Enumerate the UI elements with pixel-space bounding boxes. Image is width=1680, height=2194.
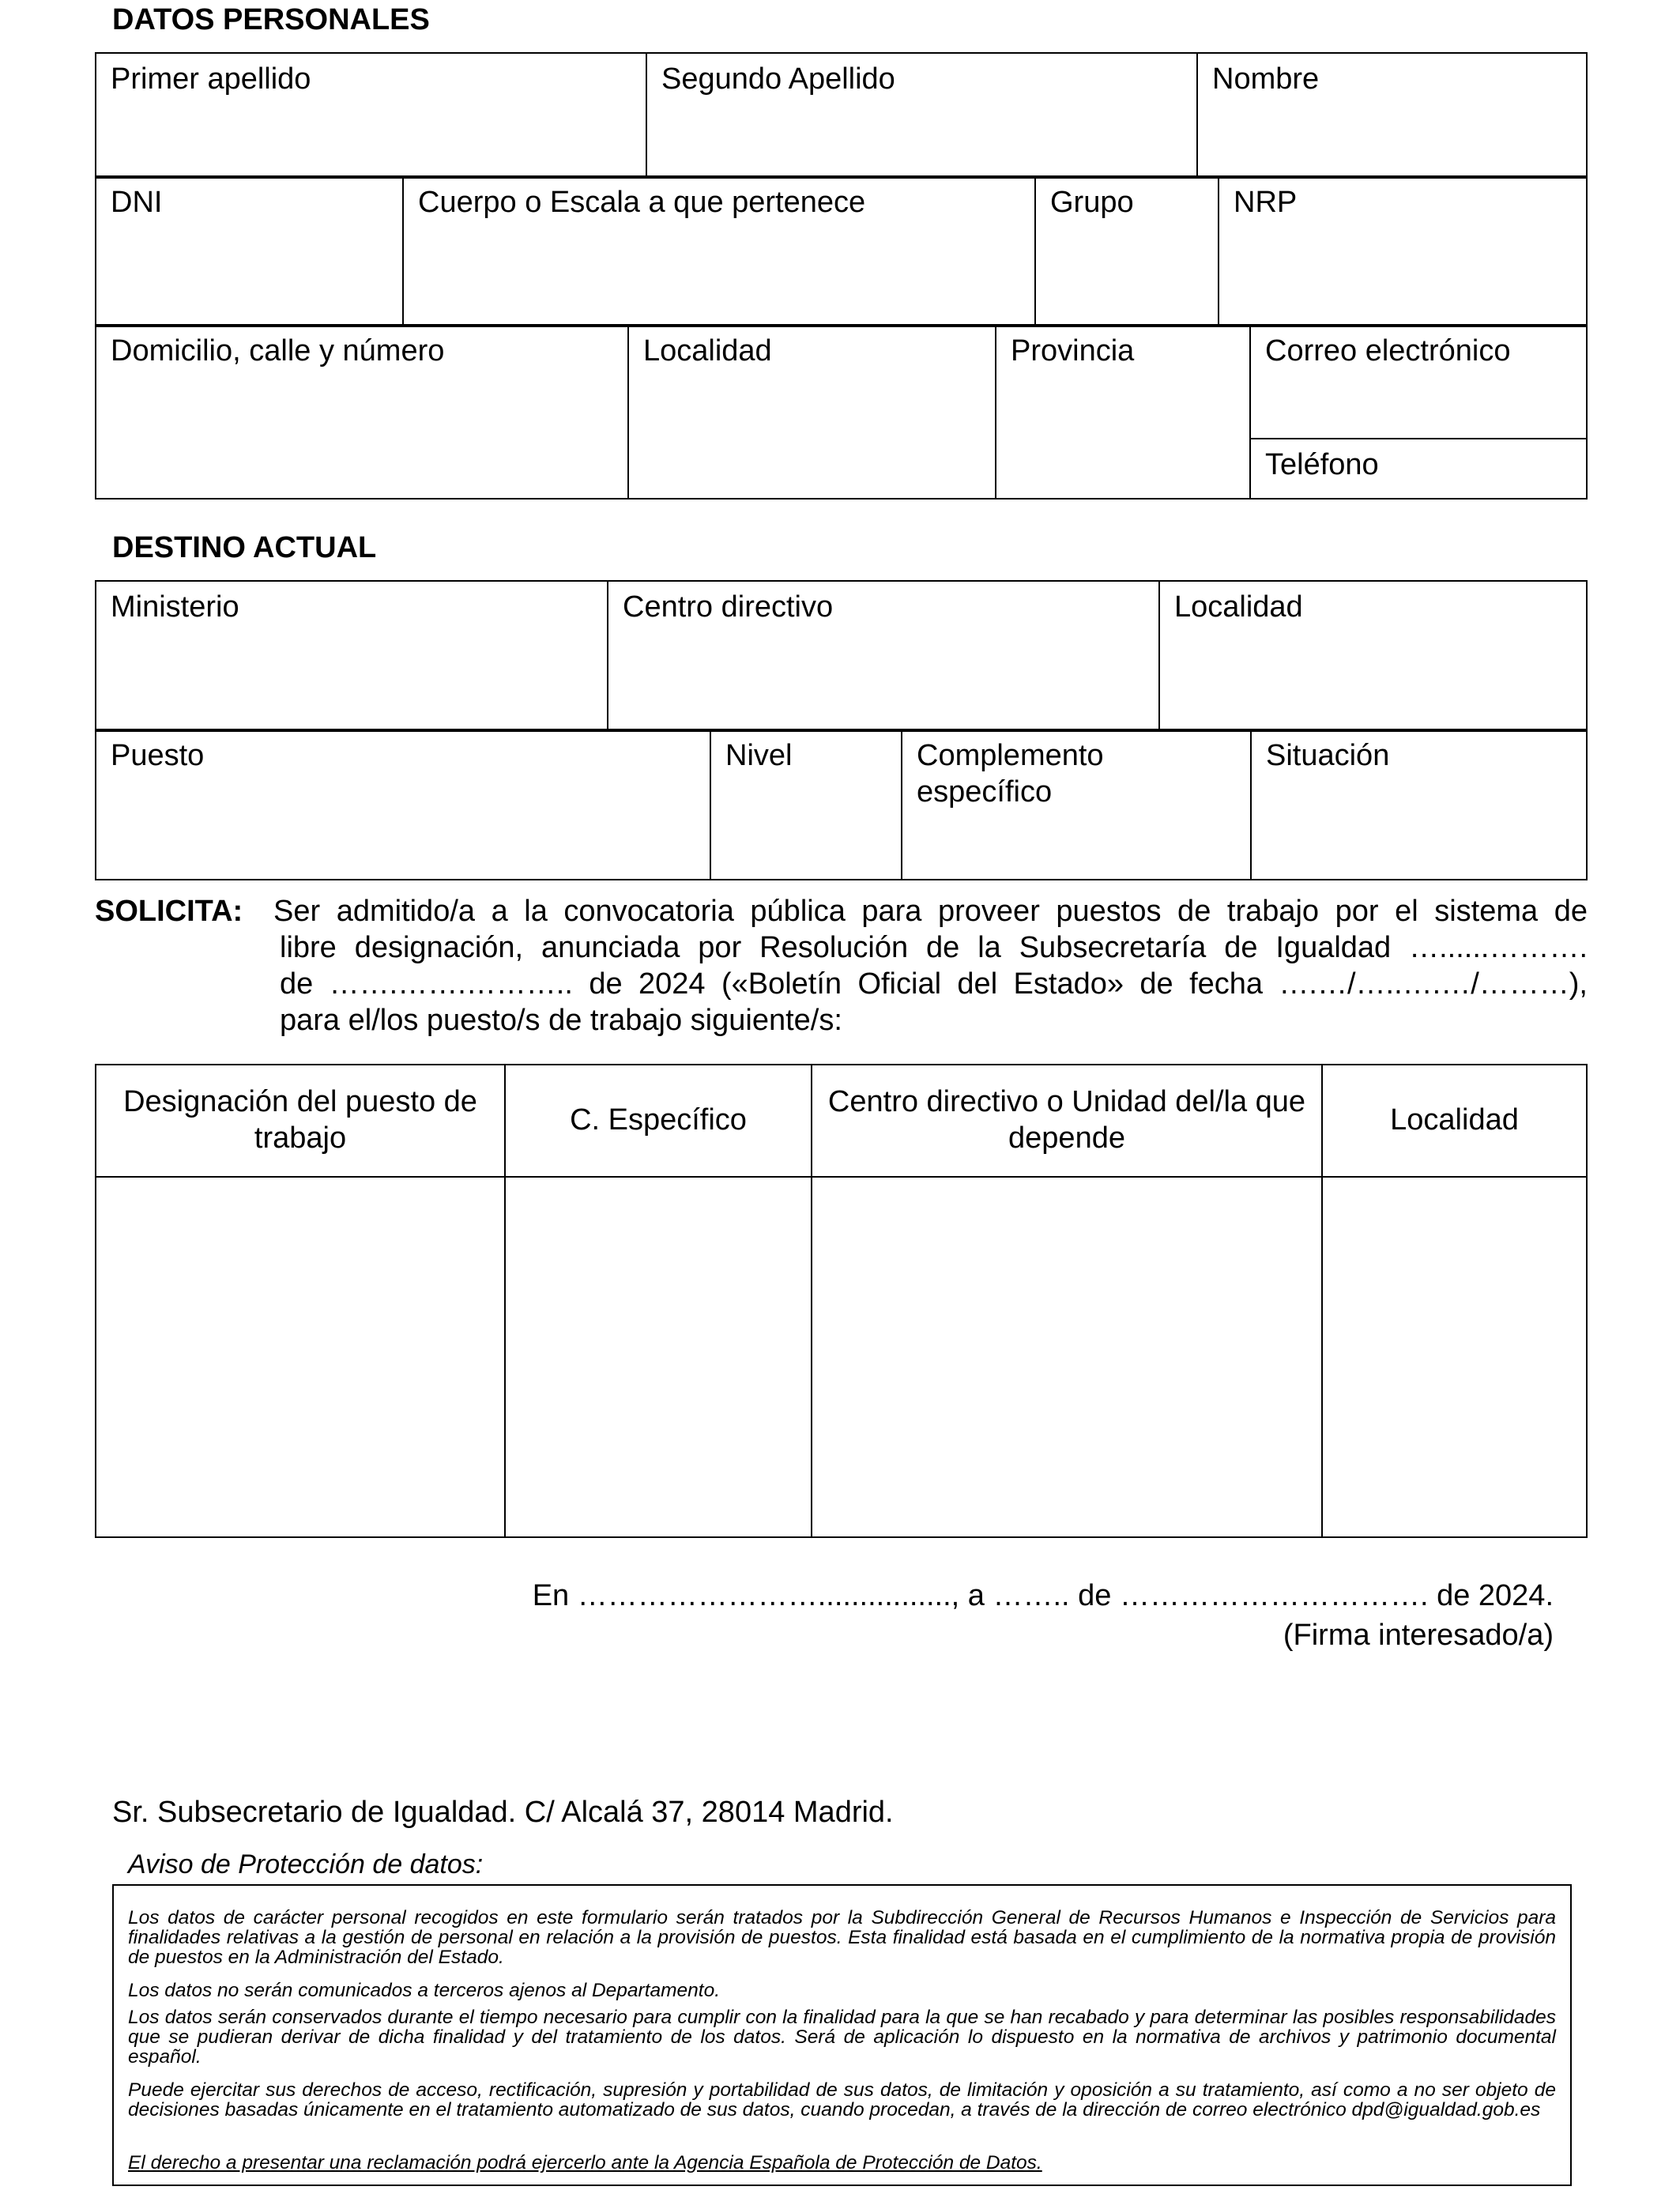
field-puesto[interactable]: Puesto xyxy=(96,729,710,880)
field-nrp[interactable]: NRP xyxy=(1219,176,1587,326)
aviso-paragraph-3: Los datos serán conservados durante el tiempo necesario para cumplir con la finalidad para la que se han recabado y para determinar las posibles responsabilidades que se pudieran derivar de dicha finalidad y del tratamiento de los datos. Será de aplicación lo dispuesto en la normativa de archivos y patrimonio documental español. xyxy=(128,2007,1556,2068)
aviso-paragraph-4: Puede ejercitar sus derechos de acceso, rectificación, supresión y portabilidad de sus datos, de limitación y oposición a su tratamiento, así como a no ser objeto de decisiones basadas únicamente en el tratamiento automatizado de sus datos, cuando procedan, a través de la dirección de correo electrónico dpd@igualdad.gob.es xyxy=(128,2079,1556,2120)
field-ministerio[interactable]: Ministerio xyxy=(96,581,608,731)
puestos-header-centro-directivo: Centro directivo o Unidad del/la que depende xyxy=(812,1065,1322,1177)
puestos-cell-designacion[interactable] xyxy=(96,1177,505,1537)
aviso-paragraph-2: Los datos no serán comunicados a terceros ajenos al Departamento. xyxy=(128,1980,721,2001)
solicita-label: SOLICITA: xyxy=(95,895,243,928)
field-complemento-especifico[interactable]: Complemento específico xyxy=(902,729,1251,880)
datos-personales-row2 xyxy=(95,175,1588,327)
firma-fecha-line: En ……………………................, a …….. de …………………………. de 2024. xyxy=(532,1579,1554,1612)
puestos-header-designacion: Designación del puesto de trabajo xyxy=(96,1065,505,1177)
field-provincia[interactable]: Provincia xyxy=(996,325,1250,499)
section-title-datos-personales: DATOS PERSONALES xyxy=(112,3,430,36)
field-cuerpo-escala[interactable]: Cuerpo o Escala a que pertenece xyxy=(403,176,1035,326)
aviso-paragraph-1: Los datos de carácter personal recogidos en este formulario serán tratados por la Subdirección General de Recursos Humanos e Inspección de Servicios para finalidades relativas a la gestión de personal en relación a la provisión de puestos. Esta finalidad está basada en el cumplimiento de la normativa propia de provisión de puestos en la Administración del Estado. xyxy=(128,1907,1556,1968)
field-nombre[interactable]: Nombre xyxy=(1197,53,1587,178)
datos-personales-row1 xyxy=(95,52,1588,179)
field-nivel[interactable]: Nivel xyxy=(710,729,902,880)
field-segundo-apellido[interactable]: Segundo Apellido xyxy=(646,53,1197,178)
puestos-cell-c-especifico[interactable] xyxy=(505,1177,812,1537)
field-situacion[interactable]: Situación xyxy=(1251,729,1587,880)
field-telefono[interactable]: Teléfono xyxy=(1250,439,1587,499)
puestos-cell-localidad[interactable] xyxy=(1322,1177,1587,1537)
puestos-header-c-especifico: C. Específico xyxy=(505,1065,812,1177)
aviso-box xyxy=(112,1884,1572,2186)
destino-actual-row2 xyxy=(95,729,1588,880)
puestos-cell-centro-directivo[interactable] xyxy=(812,1177,1322,1537)
solicita-line-4: para el/los puesto/s de trabajo siguiente/s: xyxy=(280,1004,842,1037)
solicita-line-2: libre designación, anunciada por Resolución de la Subsecretaría de Igualdad …......………. xyxy=(280,931,1588,964)
solicita-line-3: de …….…….……….. de 2024 («Boletín Oficial del Estado» de fecha ….…/…..….…/………), xyxy=(280,967,1588,1001)
datos-personales-row3 xyxy=(95,324,1588,499)
field-localidad-personal[interactable]: Localidad xyxy=(628,325,996,499)
field-correo-electronico[interactable]: Correo electrónico xyxy=(1250,325,1587,439)
field-primer-apellido[interactable]: Primer apellido xyxy=(96,53,646,178)
destino-actual-row1 xyxy=(95,580,1588,732)
field-centro-directivo[interactable]: Centro directivo xyxy=(608,581,1159,731)
puestos-table xyxy=(95,1064,1588,1538)
field-grupo[interactable]: Grupo xyxy=(1035,176,1219,326)
aviso-paragraph-5: El derecho a presentar una reclamación podrá ejercerlo ante la Agencia Española de Protección de Datos. xyxy=(128,2152,1042,2173)
field-dni[interactable]: DNI xyxy=(96,176,403,326)
field-localidad-destino[interactable]: Localidad xyxy=(1159,581,1587,731)
puestos-header-localidad: Localidad xyxy=(1322,1065,1587,1177)
field-domicilio[interactable]: Domicilio, calle y número xyxy=(96,325,628,499)
solicita-line-1: Ser admitido/a a la convocatoria pública para proveer puestos de trabajo por el sistema de xyxy=(273,895,1588,928)
destinatario: Sr. Subsecretario de Igualdad. C/ Alcalá 37, 28014 Madrid. xyxy=(112,1796,894,1829)
section-title-destino-actual: DESTINO ACTUAL xyxy=(112,531,377,564)
firma-label: (Firma interesado/a) xyxy=(1283,1619,1554,1652)
aviso-title: Aviso de Protección de datos: xyxy=(128,1849,484,1879)
